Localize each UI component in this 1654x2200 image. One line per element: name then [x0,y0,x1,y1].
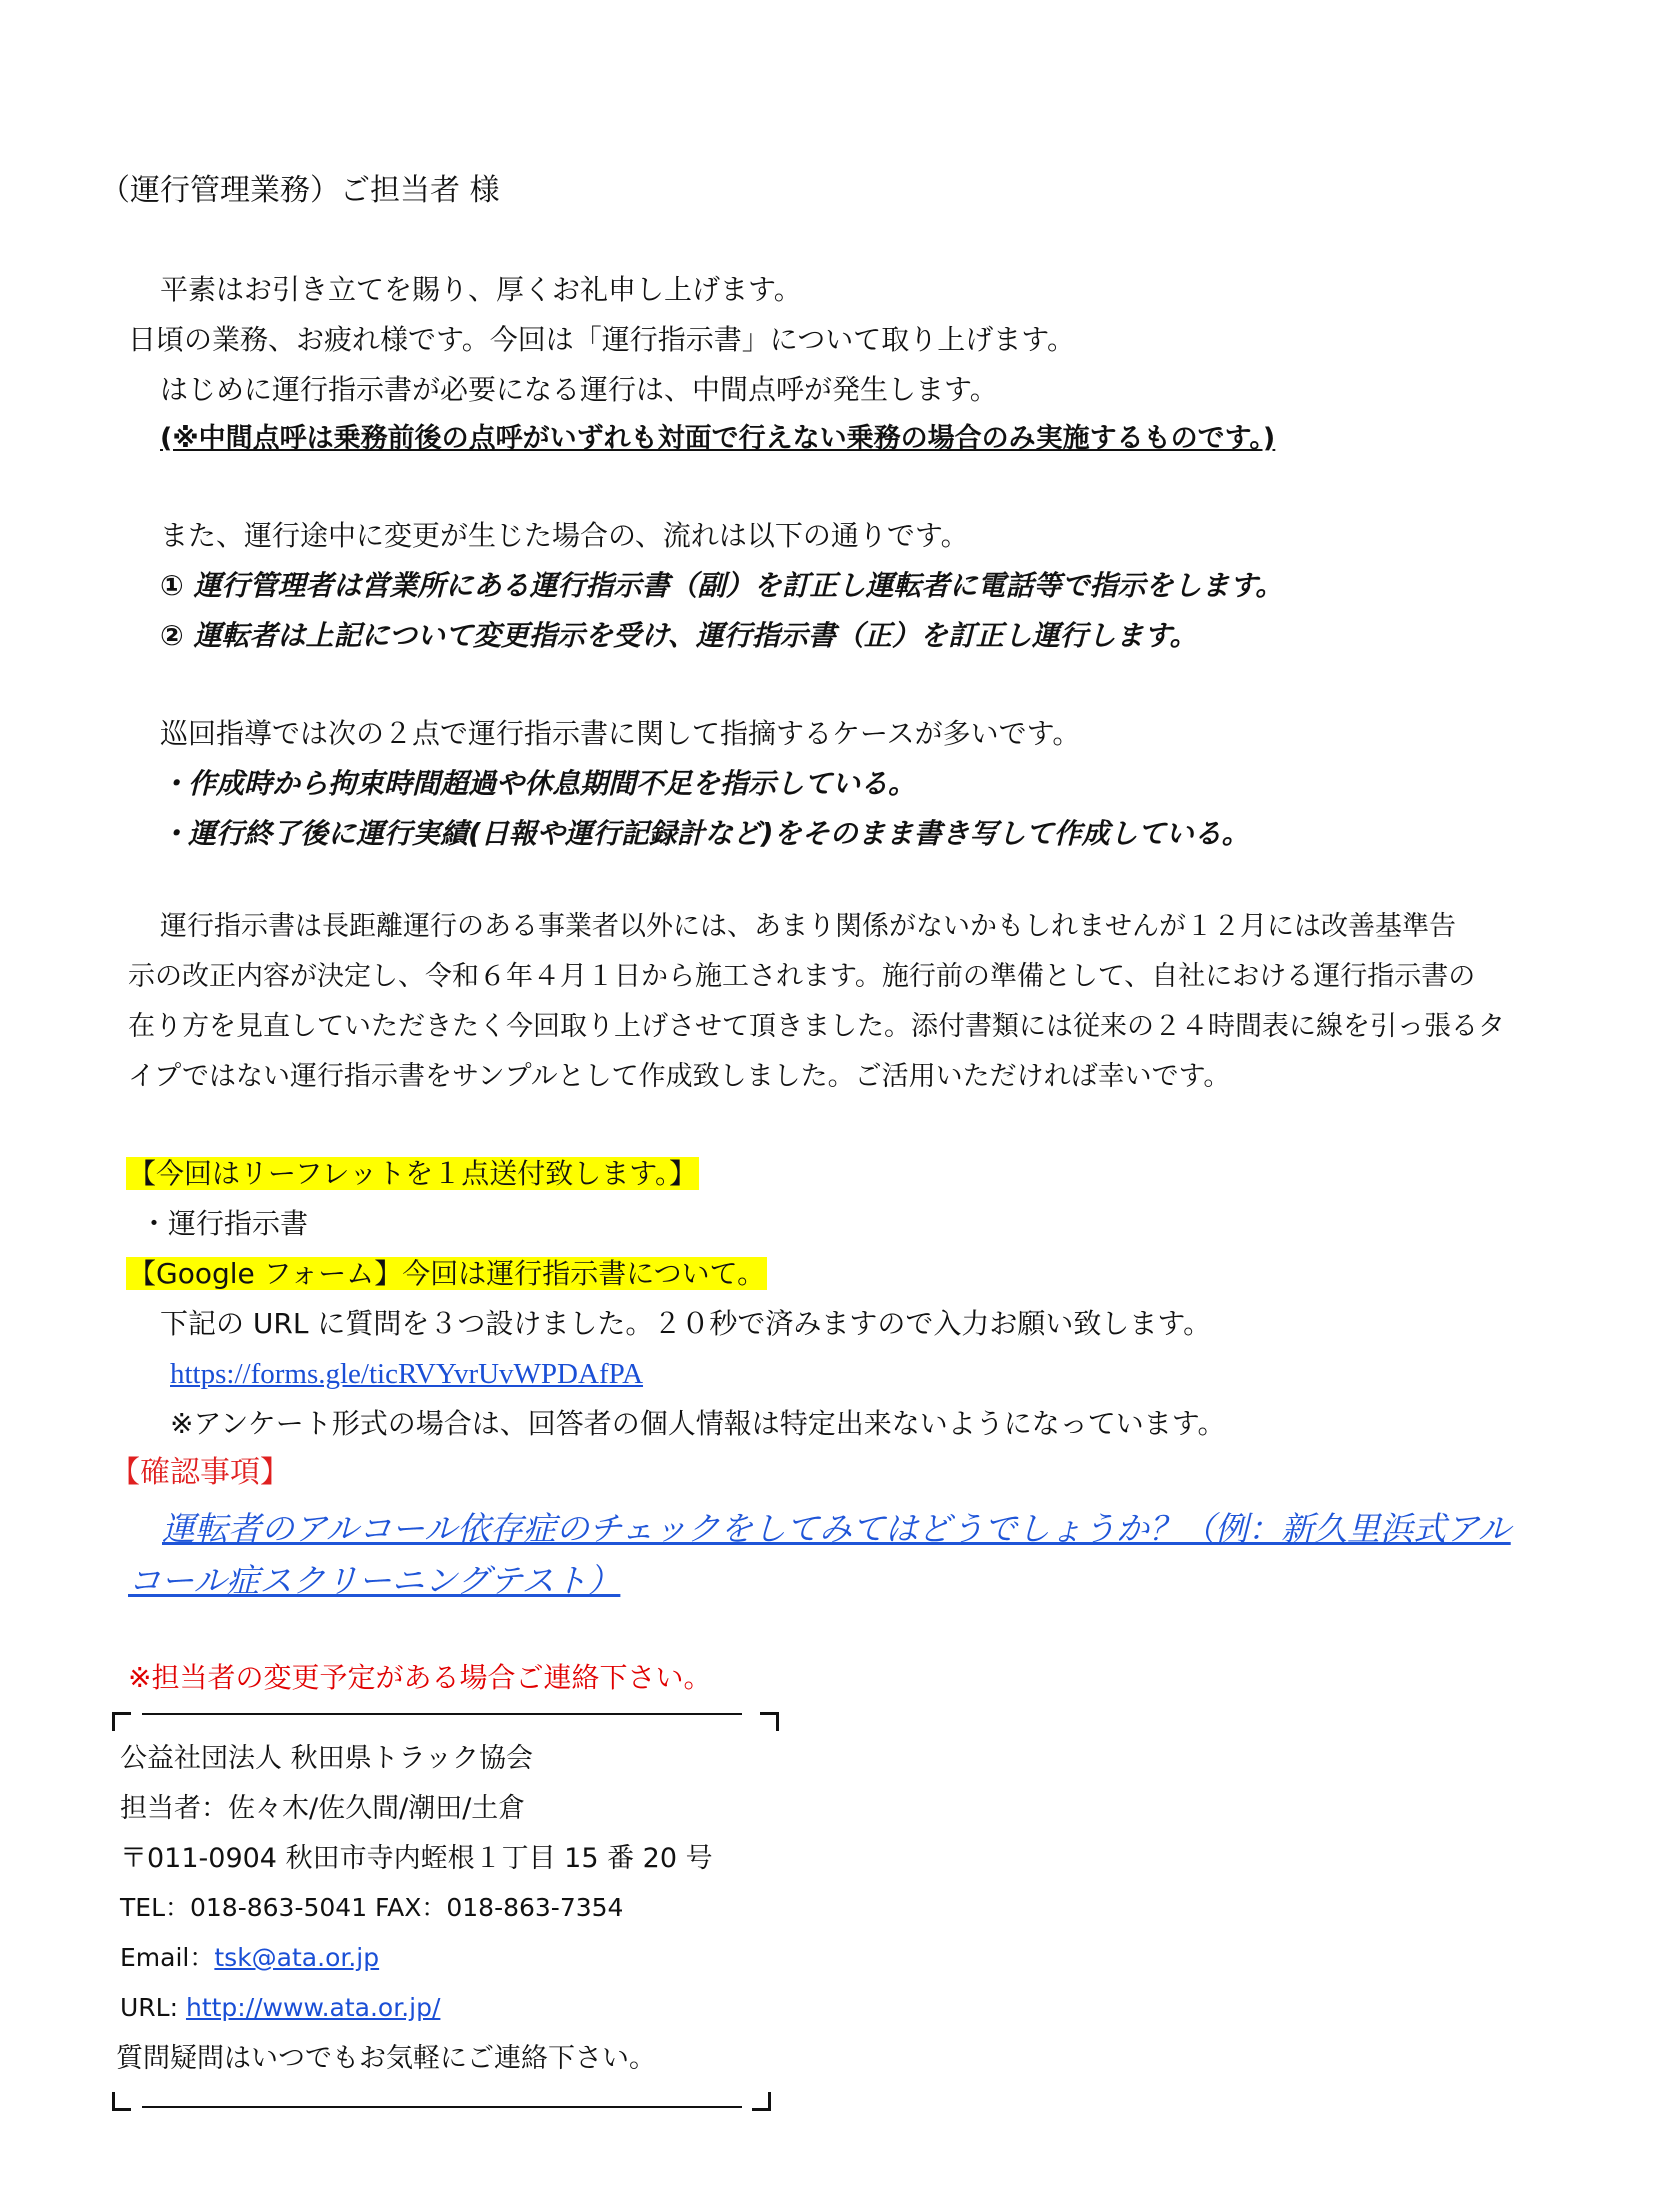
form-privacy-note: ※アンケート形式の場合は、回答者の個人情報は特定出来ないようになっています。 [170,1407,1226,1440]
check-link-line-1[interactable]: 運転者のアルコール依存症のチェックをしてみてはどうでしょうか？（例：新久里浜式アル [162,1509,1511,1548]
body-line-2: 示の改正内容が決定し、令和６年４月１日から施工されます。施行前の準備として、自社における運行指示書の [128,961,1476,992]
check-link-row-2 [128,1560,620,1601]
audit-point-1: ・作成時から拘束時間超過や休息期間不足を指示している。 [160,767,917,800]
intro-note: (※中間点呼は乗務前後の点呼がいずれも対面で行えない乗務の場合のみ実施するものです。) [160,423,1276,454]
form-heading [126,1256,767,1291]
corner-bottom-right [752,2092,771,2111]
body-line-3: 在り方を見直していただきたく今回取り上げさせて頂きました。添付書類には従来の２４時間表に線を引っ張るタ [128,1011,1505,1042]
contact-org: 公益社団法人 秋田県トラック協会 [120,1743,534,1774]
contact-email-label: Email： [120,1943,215,1972]
form-url-row [170,1356,643,1392]
contact-address: 〒011-0904 秋田市寺内蛭根１丁目 15 番 20 号 [120,1843,713,1874]
contact-url-label: URL: [120,1993,186,2022]
check-heading: 【確認事項】 [110,1455,290,1490]
form-url-link[interactable]: https://forms.gle/ticRVYvrUvWPDAfPA [170,1358,644,1390]
contact-box-top-rule [142,1713,742,1715]
corner-top-right [760,1712,779,1731]
contact-email-link[interactable]: tsk@ata.or.jp [214,1943,380,1972]
contact-url-link[interactable]: http://www.ata.or.jp/ [185,1993,441,2022]
leaflet-heading [126,1156,699,1191]
contact-staff: 担当者：佐々木/佐久間/潮田/土倉 [120,1793,526,1824]
contact-box-bottom-rule [142,2106,742,2108]
form-description: 下記の URL に質問を３つ設けました。２０秒で済みますので入力お願い致します。 [160,1307,1212,1340]
corner-bottom-left [112,2092,131,2111]
greeting: （運行管理業務）ご担当者 様 [100,173,500,208]
contact-url-row [120,1992,440,2023]
contact-email-row [120,1942,379,1973]
check-link-row-1 [162,1508,1511,1549]
corner-top-left [112,1712,131,1731]
contact-closing: 質問疑問はいつでもお気軽にご連絡下さい。 [116,2043,656,2074]
intro-line-3: はじめに運行指示書が必要になる運行は、中間点呼が発生します。 [160,373,998,406]
intro-line-1: 平素はお引き立てを賜り、厚くお礼申し上げます。 [160,273,802,306]
intro-line-2: 日頃の業務、お疲れ様です。今回は「運行指示書」について取り上げます。 [128,323,1075,356]
audit-lead: 巡回指導では次の２点で運行指示書に関して指摘するケースが多いです。 [160,717,1081,750]
body-line-4: イプではない運行指示書をサンプルとして作成致しました。ご活用いただければ幸いです。 [128,1061,1231,1092]
audit-point-2: ・運行終了後に運行実績(日報や運行記録計など)をそのまま書き写して作成している。 [160,817,1250,850]
form-heading-text: 【Google フォーム】今回は運行指示書について。 [128,1257,766,1290]
flow-step-1: ① 運行管理者は営業所にある運行指示書（副）を訂正し運転者に電話等で指示をします。 [160,569,1284,602]
check-link-line-2[interactable]: コール症スクリーニングテスト） [128,1561,621,1600]
contact-tel-fax: TEL：018-863-5041 FAX：018-863-7354 [120,1893,624,1922]
leaflet-item: ・運行指示書 [140,1207,309,1240]
leaflet-heading-text: 【今回はリーフレットを１点送付致します。】 [128,1157,697,1190]
flow-lead: また、運行途中に変更が生じた場合の、流れは以下の通りです。 [160,519,969,552]
body-line-1: 運行指示書は長距離運行のある事業者以外には、あまり関係がないかもしれませんが１２月には改善基準告 [160,911,1456,942]
flow-step-2: ② 運転者は上記について変更指示を受け、運行指示書（正）を訂正し運行します。 [160,619,1198,652]
contact-change-notice: ※担当者の変更予定がある場合ご連絡下さい。 [128,1661,712,1694]
